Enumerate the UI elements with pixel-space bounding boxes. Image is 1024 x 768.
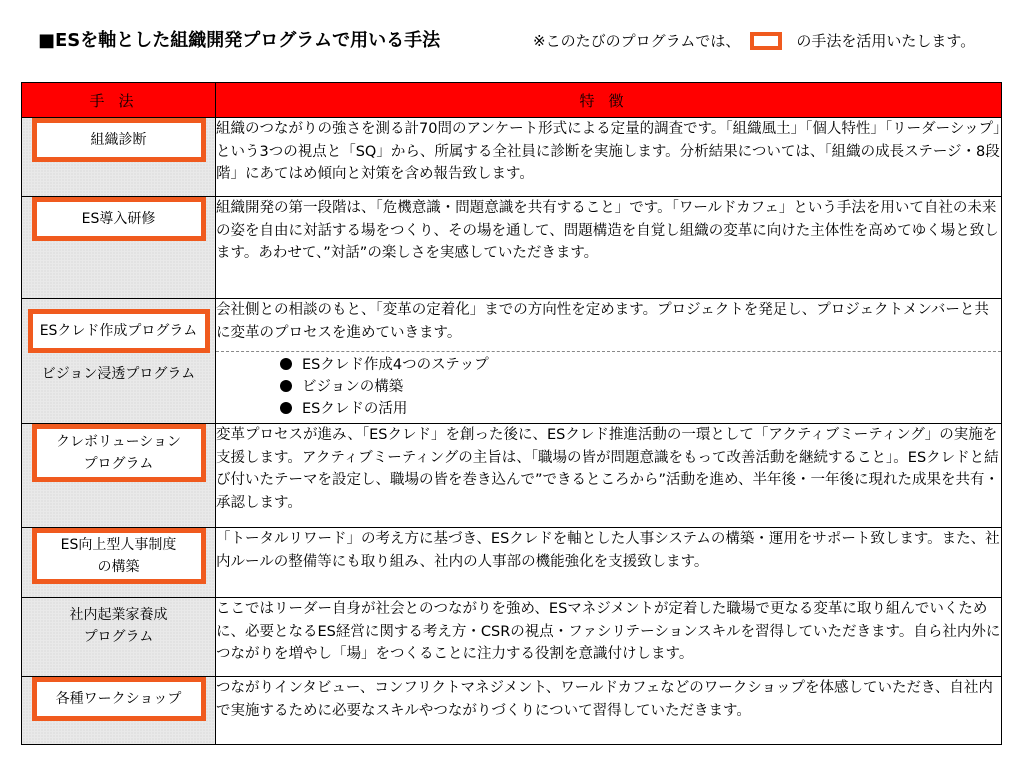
- feature-bullets-cell: [216, 352, 1002, 424]
- legend-note-prefix: ※このたびのプログラムでは、: [533, 32, 741, 50]
- highlight-legend-swatch: [750, 32, 782, 50]
- column-header-feature: 特徴: [216, 83, 1002, 118]
- step-list: [216, 352, 1001, 422]
- bullet-dot-icon: [280, 358, 292, 370]
- table-row: [22, 118, 1002, 197]
- methods-table: [21, 82, 1002, 745]
- method-cell: [22, 598, 216, 677]
- bullet-dot-icon: [280, 402, 292, 414]
- table-row: [22, 677, 1002, 745]
- feature-cell: 「トータルリワード」の考え方に基づき、ESクレドを軸とした人事システムの構築・運用をサポート致します。また、社内ルールの整備等にも取り組み、社内の人事部の機能強化を支援致します。: [216, 528, 1002, 598]
- method-cell: [22, 677, 216, 745]
- method-cell: [22, 299, 216, 424]
- table-header-row: [22, 83, 1002, 118]
- method-cell: [22, 528, 216, 598]
- table-row: [22, 197, 1002, 299]
- bullet-dot-icon: [280, 380, 292, 392]
- method-label-box: [28, 309, 210, 353]
- method-label-box: [32, 598, 206, 654]
- legend-note: [533, 30, 975, 51]
- method-cell: [22, 424, 216, 528]
- table-row: [22, 598, 1002, 677]
- sub-method-label: ビジョン浸透プログラム: [41, 366, 196, 382]
- table-row: [22, 299, 1002, 352]
- method-cell: [22, 197, 216, 299]
- method-label: クレボリューション プログラム: [55, 434, 182, 472]
- method-label: 各種ワークショップ: [55, 691, 182, 707]
- feature-cell: 変革プロセスが進み、「ESクレド」を創った後に、ESクレド推進活動の一環として「アクティブミーティング」の実施を支援します。アクティブミーティングの主旨は、「職場の皆が問題意識をもって改善活動を継続すること」。ESクレドと結び付いたテーマを設定し、職場の皆を巻き込んで”できるところから”活動を進め、半年後・一年後に現れた成果を共有・承認します。: [216, 424, 1002, 528]
- method-label: ESクレド作成プログラム: [39, 323, 198, 339]
- method-label-box: [32, 424, 206, 482]
- list-item: ESクレド作成4つのステップ: [280, 354, 1001, 376]
- feature-cell: 会社側との相談のもと、「変革の定着化」までの方向性を定めます。プロジェクトを発足し、プロジェクトメンバーと共に変革のプロセスを進めていきます。: [216, 299, 1002, 352]
- method-label: 組織診断: [90, 132, 147, 148]
- method-label-box: [32, 677, 206, 721]
- method-label-box: [32, 197, 206, 241]
- column-header-method: 手法: [22, 83, 216, 118]
- feature-cell: つながりインタビュー、コンフリクトマネジメント、ワールドカフェなどのワークショップを体感していただき、自社内で実施するために必要なスキルやつながりづくりについて習得していただきます。: [216, 677, 1002, 745]
- feature-cell: 組織のつながりの強さを測る計70問のアンケート形式による定量的調査です。「組織風土」「個人特性」「リーダーシップ」という3つの視点と「SQ」から、所属する全社員に診断を実施します。分析結果については、「組織の成長ステージ・8段階」にあてはめ傾向と対策を含め報告致します。: [216, 118, 1002, 197]
- method-label-box: [32, 528, 206, 584]
- list-item: ESクレドの活用: [280, 398, 1001, 420]
- method-label: ES向上型人事制度 の構築: [60, 537, 177, 575]
- method-label: ES導入研修: [81, 211, 156, 227]
- list-item: ビジョンの構築: [280, 376, 1001, 398]
- feature-cell: 組織開発の第一段階は、「危機意識・問題意識を共有すること」です。「ワールドカフェ」という手法を用いて自社の未来の姿を自由に対話する場をつくり、その場を通して、問題構造を自覚し組織の変革に向けた主体性を高めてゆく場と致します。あわせて、”対話”の楽しさを実感していただきます。: [216, 197, 1002, 299]
- feature-cell: ここではリーダー自身が社会とのつながりを強め、ESマネジメントが定着した職場で更なる変革に取り組んでいくために、必要となるES経営に関する考え方・CSRの視点・ファシリテーションスキルを習得していただきます。自ら社内外につながりを増やし「場」をつくることに注力する役割を意識付けします。: [216, 598, 1002, 677]
- legend-note-suffix: の手法を活用いたします。: [796, 32, 976, 50]
- method-label-box: [32, 118, 206, 162]
- method-label: 社内起業家養成 プログラム: [69, 607, 168, 645]
- table-row: [22, 424, 1002, 528]
- page-title: ■ESを軸とした組織開発プログラムで用いる手法: [38, 30, 441, 51]
- table-row: [22, 528, 1002, 598]
- method-cell: [22, 118, 216, 197]
